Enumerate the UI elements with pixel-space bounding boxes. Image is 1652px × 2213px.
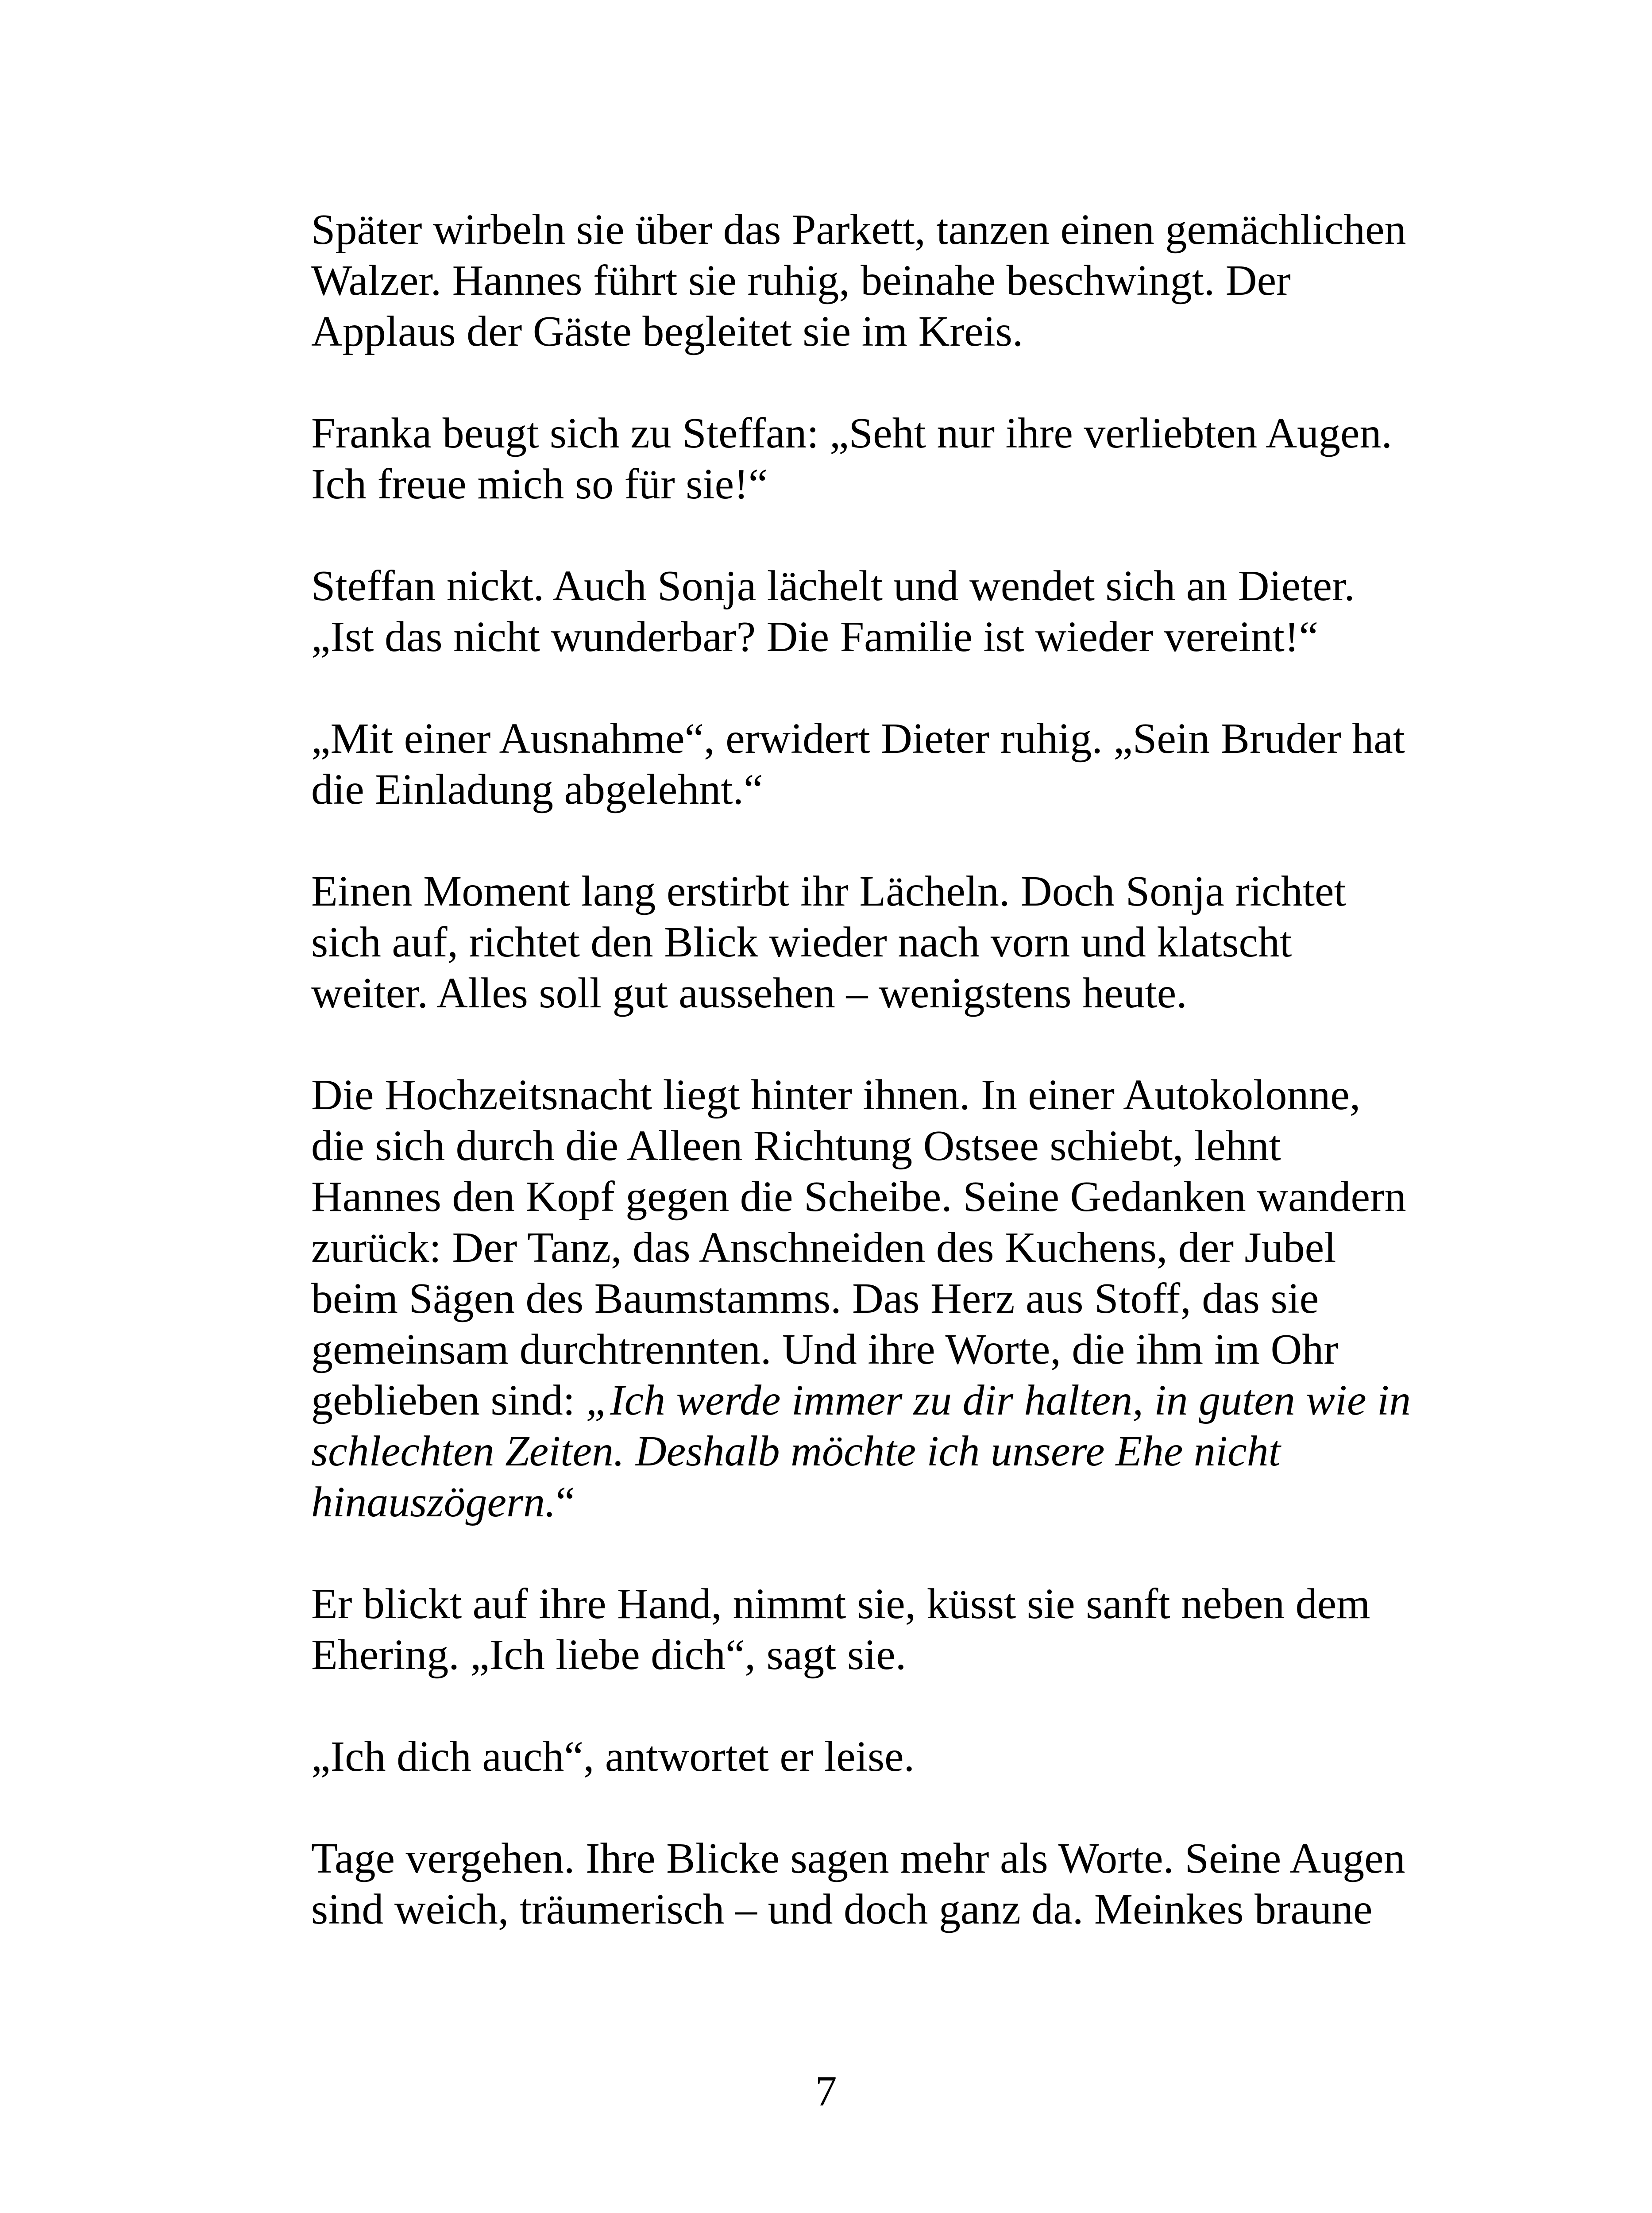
text-line: die sich durch die Alleen Richtung Ostsee schiebt, lehnt	[311, 1122, 1281, 1170]
paragraph-franka	[311, 408, 1444, 510]
text-line: Tage vergehen. Ihre Blicke sagen mehr als Worte. Seine Augen	[311, 1835, 1405, 1882]
text-line: Er blickt auf ihre Hand, nimmt sie, küsst sie sanft neben dem	[311, 1580, 1370, 1628]
italic-quote-line: schlechten Zeiten. Deshalb möchte ich unsere Ehe nicht	[311, 1427, 1281, 1475]
text-line-quote-start	[311, 1375, 1444, 1426]
text-line: Ehering. „Ich liebe dich“, sagt sie.	[311, 1631, 907, 1679]
paragraph-days-pass	[311, 1833, 1444, 1935]
paragraph-sonja	[311, 866, 1444, 1019]
italic-quote: „Ich werde immer zu dir halten, in guten wie in	[586, 1376, 1411, 1424]
text-line: die Einladung abgelehnt.“	[311, 766, 763, 813]
text-line: Applaus der Gäste begleitet sie im Kreis.	[311, 308, 1023, 355]
text-line: Walzer. Hannes führt sie ruhig, beinahe beschwingt. Der	[311, 257, 1291, 305]
text-line: weiter. Alles soll gut aussehen – wenigstens heute.	[311, 969, 1187, 1017]
paragraph-wedding-night	[311, 1070, 1444, 1528]
text-line: beim Sägen des Baumstamms. Das Herz aus Stoff, das sie	[311, 1275, 1319, 1322]
text-line: zurück: Der Tanz, das Anschneiden des Kuchens, der Jubel	[311, 1224, 1336, 1272]
text-line: Ich freue mich so für sie!“	[311, 460, 768, 508]
paragraph-dieter	[311, 713, 1444, 815]
text-line: gemeinsam durchtrennten. Und ihre Worte, die ihm im Ohr	[311, 1326, 1338, 1373]
paragraph-hand	[311, 1579, 1444, 1681]
text-line: sich auf, richtet den Blick wieder nach vorn und klatscht	[311, 918, 1292, 966]
paragraph-steffan	[311, 561, 1444, 663]
paragraph-reply	[311, 1731, 1444, 1782]
text-line: Franka beugt sich zu Steffan: „Seht nur ihre verliebten Augen.	[311, 409, 1393, 457]
text-body	[311, 204, 1444, 1986]
text-line: Später wirbeln sie über das Parkett, tanzen einen gemächlichen	[311, 206, 1406, 254]
page-number: 7	[815, 2067, 837, 2115]
text-line: „Ist das nicht wunderbar? Die Familie ist wieder vereint!“	[311, 613, 1318, 661]
text-line: Hannes den Kopf gegen die Scheibe. Seine Gedanken wandern	[311, 1173, 1406, 1221]
text-line: Steffan nickt. Auch Sonja lächelt und wendet sich an Dieter.	[311, 562, 1355, 610]
text-line: sind weich, träumerisch – und doch ganz da. Meinkes braune	[311, 1885, 1373, 1933]
text-line: „Mit einer Ausnahme“, erwidert Dieter ruhig. „Sein Bruder hat	[311, 715, 1405, 763]
closing-quote-mark: “	[556, 1478, 575, 1526]
text-line: „Ich dich auch“, antwortet er leise.	[311, 1733, 915, 1781]
text-line-quote-end	[311, 1477, 1444, 1528]
text-line: Die Hochzeitsnacht liegt hinter ihnen. In einer Autokolonne,	[311, 1071, 1361, 1119]
paragraph-waltz	[311, 204, 1444, 357]
text-line: Einen Moment lang erstirbt ihr Lächeln. Doch Sonja richtet	[311, 867, 1346, 915]
plain-text: geblieben sind:	[311, 1376, 586, 1424]
italic-quote: hinauszögern.	[311, 1478, 556, 1526]
